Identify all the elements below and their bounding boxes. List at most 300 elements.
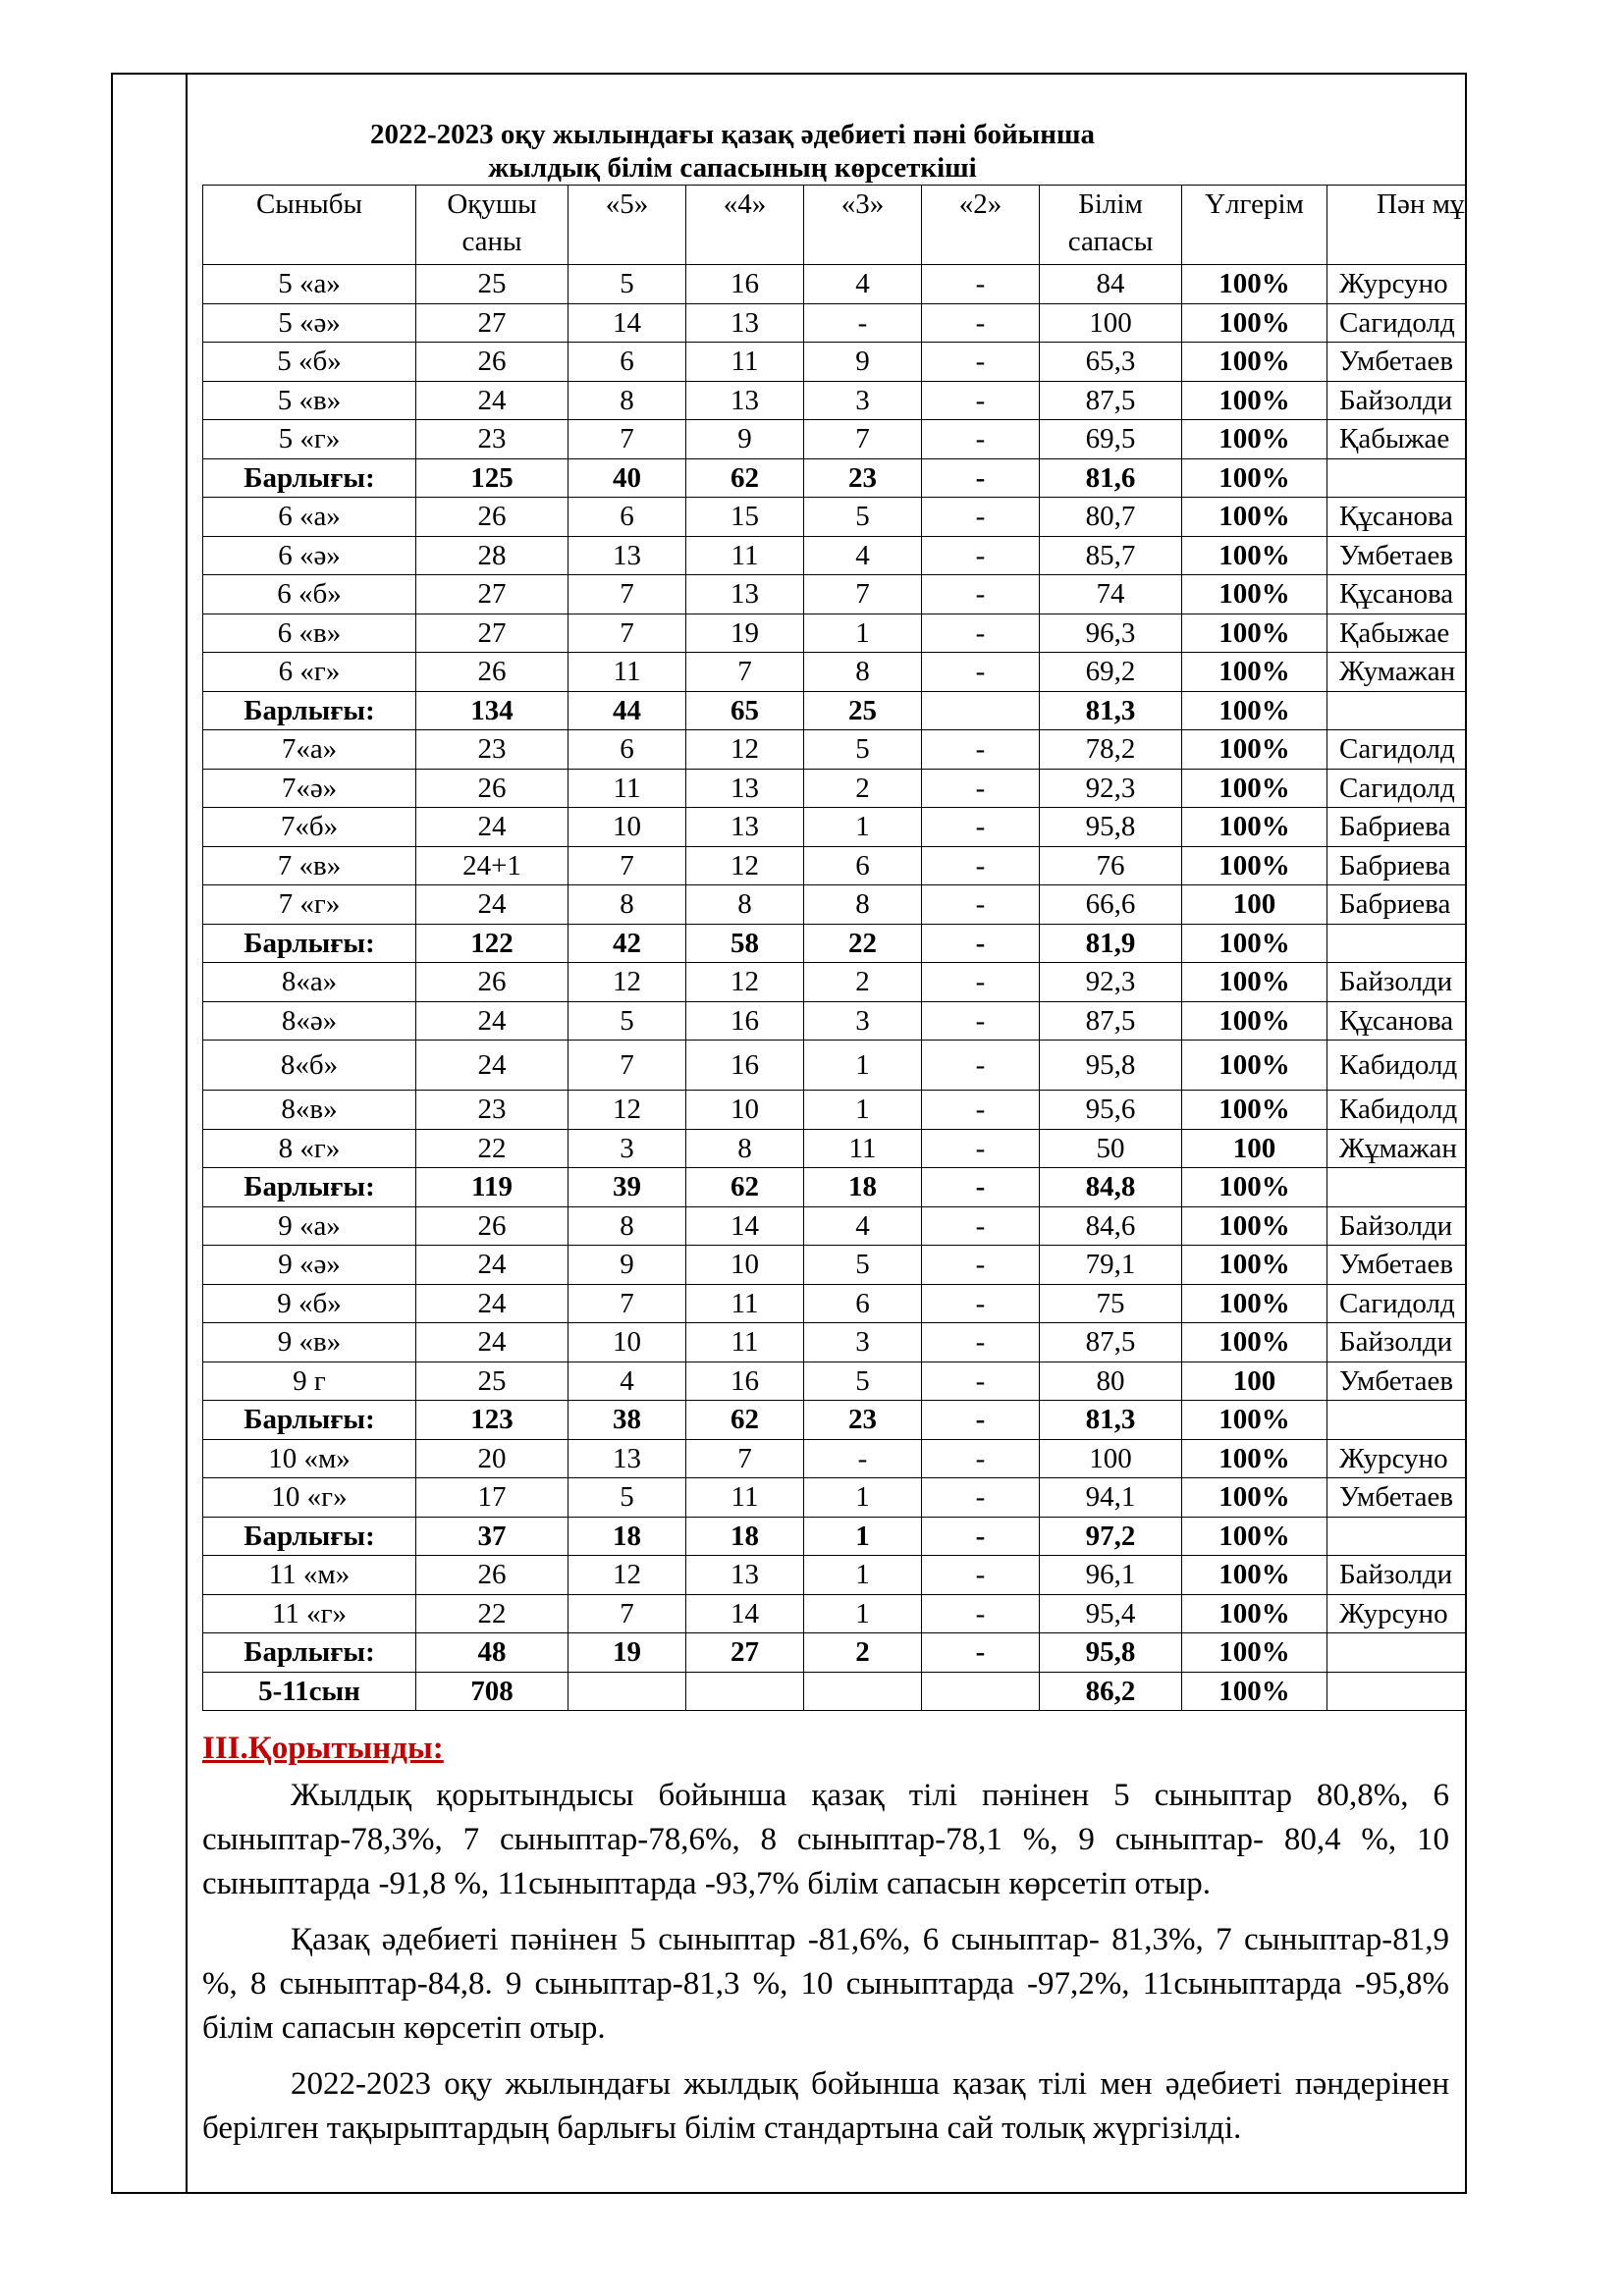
value-cell: 26 — [416, 343, 568, 382]
value-cell: 22 — [416, 1129, 568, 1168]
class-cell: 7«а» — [203, 730, 416, 770]
class-cell: Барлығы: — [203, 1633, 416, 1673]
value-cell: - — [804, 303, 922, 343]
value-cell: - — [804, 1439, 922, 1478]
value-cell: 100% — [1182, 575, 1327, 614]
value-cell: 18 — [686, 1517, 804, 1556]
header-cell: Сыныбы — [203, 186, 416, 265]
value-cell: 7 — [568, 420, 686, 459]
value-cell: - — [922, 730, 1040, 770]
value-cell: 6 — [568, 498, 686, 537]
teacher-cell: Сагидолд — [1327, 769, 1466, 808]
header-cell: Оқушы саны — [416, 186, 568, 265]
class-cell: 6 «ә» — [203, 536, 416, 575]
value-cell: 42 — [568, 924, 686, 963]
value-cell: 1 — [804, 614, 922, 653]
value-cell: 79,1 — [1040, 1246, 1182, 1285]
value-cell: 87,5 — [1040, 1323, 1182, 1362]
frame-top-border — [111, 73, 1467, 75]
value-cell: 95,6 — [1040, 1091, 1182, 1130]
value-cell: 80 — [1040, 1362, 1182, 1401]
value-cell: 9 — [686, 420, 804, 459]
value-cell: 10 — [568, 808, 686, 847]
title-line-2: жылдық білім сапасының көрсеткіші — [488, 152, 977, 184]
value-cell: 11 — [686, 1284, 804, 1323]
value-cell: - — [922, 1041, 1040, 1091]
class-cell: 9 «а» — [203, 1206, 416, 1246]
value-cell: 8 — [804, 885, 922, 925]
value-cell: 84,6 — [1040, 1206, 1182, 1246]
value-cell: - — [922, 265, 1040, 304]
value-cell: 7 — [804, 420, 922, 459]
value-cell: 24 — [416, 1284, 568, 1323]
quality-table-wrapper — [202, 185, 1465, 1711]
class-cell: 8«б» — [203, 1041, 416, 1091]
class-cell: 6 «а» — [203, 498, 416, 537]
value-cell: 23 — [416, 420, 568, 459]
value-cell: 100% — [1182, 1594, 1327, 1633]
value-cell: 100% — [1182, 691, 1327, 730]
teacher-cell — [1327, 1633, 1466, 1673]
value-cell: - — [922, 1246, 1040, 1285]
table-total-row — [203, 691, 1466, 730]
value-cell: 28 — [416, 536, 568, 575]
value-cell: 4 — [568, 1362, 686, 1401]
value-cell: 81,9 — [1040, 924, 1182, 963]
value-cell: 92,3 — [1040, 769, 1182, 808]
value-cell: 5 — [804, 1362, 922, 1401]
class-cell: 6 «в» — [203, 614, 416, 653]
value-cell: 13 — [686, 1556, 804, 1595]
table-row — [203, 575, 1466, 614]
value-cell: 81,3 — [1040, 1401, 1182, 1440]
value-cell: 23 — [804, 1401, 922, 1440]
value-cell: - — [922, 498, 1040, 537]
value-cell: 25 — [804, 691, 922, 730]
teacher-cell: Умбетаев — [1327, 343, 1466, 382]
value-cell: 62 — [686, 1401, 804, 1440]
value-cell: 13 — [686, 381, 804, 420]
value-cell: 69,5 — [1040, 420, 1182, 459]
teacher-cell: Байзолди — [1327, 963, 1466, 1002]
value-cell: 100% — [1182, 653, 1327, 692]
left-margin-column — [111, 73, 188, 2193]
teacher-cell: Қабыжае — [1327, 614, 1466, 653]
value-cell: 4 — [804, 265, 922, 304]
teacher-cell: Сагидолд — [1327, 303, 1466, 343]
value-cell: 3 — [804, 1323, 922, 1362]
value-cell: 8 — [686, 885, 804, 925]
teacher-cell: Умбетаев — [1327, 1362, 1466, 1401]
value-cell: 16 — [686, 1001, 804, 1041]
value-cell: 2 — [804, 963, 922, 1002]
value-cell: 708 — [416, 1672, 568, 1711]
value-cell: 100% — [1182, 1556, 1327, 1595]
value-cell: 7 — [568, 614, 686, 653]
value-cell — [922, 1672, 1040, 1711]
class-cell: 9 «б» — [203, 1284, 416, 1323]
value-cell: 48 — [416, 1633, 568, 1673]
teacher-cell: Умбетаев — [1327, 536, 1466, 575]
table-row — [203, 963, 1466, 1002]
teacher-cell — [1327, 1168, 1466, 1207]
table-row — [203, 614, 1466, 653]
value-cell: 15 — [686, 498, 804, 537]
value-cell: - — [922, 653, 1040, 692]
value-cell: 5 — [804, 730, 922, 770]
table-row — [203, 1246, 1466, 1285]
value-cell: - — [922, 381, 1040, 420]
value-cell: 24 — [416, 1001, 568, 1041]
teacher-cell: Байзолди — [1327, 1556, 1466, 1595]
value-cell: 100% — [1182, 1284, 1327, 1323]
table-total-row — [203, 1517, 1466, 1556]
table-header-row — [203, 186, 1466, 265]
table-total-row — [203, 1401, 1466, 1440]
value-cell: - — [922, 1633, 1040, 1673]
value-cell: 26 — [416, 653, 568, 692]
teacher-cell — [1327, 1517, 1466, 1556]
value-cell: 27 — [416, 575, 568, 614]
value-cell: 85,7 — [1040, 536, 1182, 575]
value-cell: 11 — [804, 1129, 922, 1168]
value-cell: 13 — [686, 575, 804, 614]
value-cell: 7 — [568, 846, 686, 885]
value-cell: 86,2 — [1040, 1672, 1182, 1711]
title-line-1: 2022-2023 оқу жылындағы қазақ әдебиеті пәні бойынша — [369, 119, 1095, 150]
teacher-cell: Құсанова — [1327, 575, 1466, 614]
value-cell: 1 — [804, 808, 922, 847]
value-cell: 12 — [686, 730, 804, 770]
value-cell: 100% — [1182, 769, 1327, 808]
value-cell: 84,8 — [1040, 1168, 1182, 1207]
value-cell: 100% — [1182, 1439, 1327, 1478]
value-cell: 3 — [804, 381, 922, 420]
value-cell: 100% — [1182, 1091, 1327, 1130]
value-cell: 16 — [686, 265, 804, 304]
value-cell: 100 — [1182, 885, 1327, 925]
value-cell: 19 — [568, 1633, 686, 1673]
value-cell: 7 — [568, 575, 686, 614]
conclusion-heading: ІІІ.Қорытынды: — [202, 1731, 444, 1766]
value-cell: 8 — [568, 885, 686, 925]
header-cell: «2» — [922, 186, 1040, 265]
table-row — [203, 1284, 1466, 1323]
value-cell: 123 — [416, 1401, 568, 1440]
value-cell: - — [922, 420, 1040, 459]
table-row — [203, 885, 1466, 925]
value-cell: 50 — [1040, 1129, 1182, 1168]
class-cell: 10 «м» — [203, 1439, 416, 1478]
value-cell: 58 — [686, 924, 804, 963]
value-cell: 24 — [416, 1323, 568, 1362]
teacher-cell: Журсуно — [1327, 1439, 1466, 1478]
value-cell: 37 — [416, 1517, 568, 1556]
value-cell: 16 — [686, 1041, 804, 1091]
value-cell: 78,2 — [1040, 730, 1182, 770]
value-cell: 13 — [686, 769, 804, 808]
value-cell: 11 — [686, 343, 804, 382]
class-cell: 5 «ә» — [203, 303, 416, 343]
value-cell: - — [922, 1556, 1040, 1595]
value-cell: 100% — [1182, 1478, 1327, 1518]
class-cell: 6 «б» — [203, 575, 416, 614]
class-cell: 5 «а» — [203, 265, 416, 304]
table-total-row — [203, 458, 1466, 498]
value-cell: 134 — [416, 691, 568, 730]
value-cell: 125 — [416, 458, 568, 498]
value-cell: 7 — [568, 1284, 686, 1323]
value-cell: 9 — [568, 1246, 686, 1285]
table-row — [203, 653, 1466, 692]
value-cell: 100% — [1182, 1246, 1327, 1285]
value-cell: 40 — [568, 458, 686, 498]
value-cell: 27 — [686, 1633, 804, 1673]
teacher-cell: Байзолди — [1327, 1323, 1466, 1362]
value-cell: 24 — [416, 885, 568, 925]
table-row — [203, 381, 1466, 420]
table-row — [203, 1362, 1466, 1401]
value-cell: - — [922, 1091, 1040, 1130]
value-cell: 11 — [568, 769, 686, 808]
class-cell: Барлығы: — [203, 458, 416, 498]
value-cell: 7 — [568, 1041, 686, 1091]
value-cell: 5 — [804, 498, 922, 537]
table-row — [203, 303, 1466, 343]
value-cell: 100% — [1182, 1001, 1327, 1041]
value-cell: 27 — [416, 614, 568, 653]
value-cell: 16 — [686, 1362, 804, 1401]
value-cell: 96,3 — [1040, 614, 1182, 653]
class-cell: 6 «г» — [203, 653, 416, 692]
value-cell: - — [922, 303, 1040, 343]
class-cell: 10 «г» — [203, 1478, 416, 1518]
value-cell: - — [922, 885, 1040, 925]
value-cell: - — [922, 575, 1040, 614]
class-cell: 8«в» — [203, 1091, 416, 1130]
value-cell: - — [922, 1594, 1040, 1633]
value-cell: 19 — [686, 614, 804, 653]
table-row — [203, 1091, 1466, 1130]
value-cell: 65 — [686, 691, 804, 730]
value-cell: 22 — [804, 924, 922, 963]
value-cell: 44 — [568, 691, 686, 730]
value-cell: 14 — [568, 303, 686, 343]
class-cell: 7«ә» — [203, 769, 416, 808]
value-cell: 81,3 — [1040, 691, 1182, 730]
value-cell: 10 — [686, 1246, 804, 1285]
header-cell: Үлгерім — [1182, 186, 1327, 265]
value-cell: 100% — [1182, 808, 1327, 847]
teacher-cell: Жұмажан — [1327, 1129, 1466, 1168]
value-cell: 80,7 — [1040, 498, 1182, 537]
header-cell: Пән мұ — [1327, 186, 1466, 265]
value-cell: 76 — [1040, 846, 1182, 885]
value-cell: 122 — [416, 924, 568, 963]
conclusion-paragraph: 2022-2023 оқу жылындағы жылдық бойынша қазақ тілі мен әдебиеті пәндерінен берілген тақырыптардың барлығы білім стандартына сай толық жүргізілді. — [202, 2066, 1449, 2146]
table-total-row — [203, 1633, 1466, 1673]
value-cell: - — [922, 924, 1040, 963]
value-cell: 13 — [568, 1439, 686, 1478]
class-cell: 5-11сын — [203, 1672, 416, 1711]
value-cell: 100 — [1040, 303, 1182, 343]
teacher-cell — [1327, 691, 1466, 730]
value-cell: 26 — [416, 1556, 568, 1595]
value-cell: 95,8 — [1040, 808, 1182, 847]
value-cell: - — [922, 808, 1040, 847]
value-cell: 100% — [1182, 846, 1327, 885]
value-cell: 39 — [568, 1168, 686, 1207]
class-cell: 8«ә» — [203, 1001, 416, 1041]
value-cell: - — [922, 1517, 1040, 1556]
header-cell: «5» — [568, 186, 686, 265]
table-row — [203, 1594, 1466, 1633]
value-cell: - — [922, 846, 1040, 885]
value-cell: 17 — [416, 1478, 568, 1518]
teacher-cell: Бабриева — [1327, 846, 1466, 885]
value-cell: 100% — [1182, 1206, 1327, 1246]
value-cell: 22 — [416, 1594, 568, 1633]
value-cell: 20 — [416, 1439, 568, 1478]
teacher-cell: Кабидолд — [1327, 1041, 1466, 1091]
value-cell: 100 — [1040, 1439, 1182, 1478]
value-cell: 100 — [1182, 1129, 1327, 1168]
value-cell: 11 — [686, 536, 804, 575]
value-cell: 18 — [804, 1168, 922, 1207]
value-cell: 100% — [1182, 303, 1327, 343]
teacher-cell: Бабриева — [1327, 808, 1466, 847]
value-cell: 95,8 — [1040, 1633, 1182, 1673]
table-row — [203, 769, 1466, 808]
value-cell: 6 — [568, 343, 686, 382]
value-cell: 100% — [1182, 1517, 1327, 1556]
class-cell: Барлығы: — [203, 1401, 416, 1440]
table-row — [203, 343, 1466, 382]
value-cell: 8 — [568, 1206, 686, 1246]
value-cell: 23 — [416, 1091, 568, 1130]
value-cell: 69,2 — [1040, 653, 1182, 692]
value-cell: 11 — [686, 1323, 804, 1362]
value-cell: - — [922, 1129, 1040, 1168]
value-cell: 119 — [416, 1168, 568, 1207]
teacher-cell — [1327, 1401, 1466, 1440]
value-cell: 24 — [416, 808, 568, 847]
value-cell: 4 — [804, 1206, 922, 1246]
value-cell: 13 — [686, 303, 804, 343]
document-content — [202, 118, 1465, 2163]
value-cell: 13 — [686, 808, 804, 847]
value-cell: 7 — [686, 1439, 804, 1478]
value-cell: 26 — [416, 963, 568, 1002]
value-cell: - — [922, 769, 1040, 808]
value-cell: 10 — [568, 1323, 686, 1362]
value-cell — [568, 1672, 686, 1711]
class-cell: 11 «г» — [203, 1594, 416, 1633]
value-cell: 100% — [1182, 1041, 1327, 1091]
value-cell: - — [922, 458, 1040, 498]
value-cell: 62 — [686, 1168, 804, 1207]
value-cell: 12 — [568, 1556, 686, 1595]
value-cell: - — [922, 1362, 1040, 1401]
value-cell: 11 — [686, 1478, 804, 1518]
value-cell: - — [922, 1323, 1040, 1362]
table-row — [203, 536, 1466, 575]
value-cell: 8 — [686, 1129, 804, 1168]
value-cell: 38 — [568, 1401, 686, 1440]
value-cell: 7 — [686, 653, 804, 692]
table-row — [203, 1206, 1466, 1246]
class-cell: 9 «в» — [203, 1323, 416, 1362]
value-cell: 66,6 — [1040, 885, 1182, 925]
value-cell: 8 — [568, 381, 686, 420]
teacher-cell: Жумажан — [1327, 653, 1466, 692]
conclusion-paragraph: Қазақ әдебиеті пәнінен 5 сыныптар -81,6%, 6 сыныптар- 81,3%, 7 сыныптар-81,9 %, 8 сыныптар-84,8. 9 сыныптар-81,3 %, 10 сыныптарда -97,2%, 11сыныптарда -95,8% білім сапасын көрсетіп отыр. — [202, 1922, 1449, 2046]
value-cell: 87,5 — [1040, 1001, 1182, 1041]
value-cell: - — [922, 1206, 1040, 1246]
value-cell: 100% — [1182, 924, 1327, 963]
value-cell: - — [922, 1401, 1040, 1440]
value-cell: 100% — [1182, 498, 1327, 537]
teacher-cell: Құсанова — [1327, 1001, 1466, 1041]
value-cell: 100% — [1182, 614, 1327, 653]
teacher-cell: Сагидолд — [1327, 1284, 1466, 1323]
value-cell: 1 — [804, 1517, 922, 1556]
value-cell: 1 — [804, 1556, 922, 1595]
class-cell: 5 «г» — [203, 420, 416, 459]
class-cell: 5 «б» — [203, 343, 416, 382]
value-cell: 100% — [1182, 265, 1327, 304]
value-cell: 100% — [1182, 1672, 1327, 1711]
class-cell: Барлығы: — [203, 691, 416, 730]
class-cell: 9 «ә» — [203, 1246, 416, 1285]
value-cell: 24+1 — [416, 846, 568, 885]
frame-bottom-border — [111, 2192, 1467, 2194]
value-cell: 5 — [568, 265, 686, 304]
value-cell: 24 — [416, 381, 568, 420]
value-cell: 100% — [1182, 963, 1327, 1002]
class-cell: 9 г — [203, 1362, 416, 1401]
value-cell: 92,3 — [1040, 963, 1182, 1002]
value-cell: 25 — [416, 1362, 568, 1401]
value-cell — [922, 691, 1040, 730]
value-cell: 100% — [1182, 1168, 1327, 1207]
value-cell — [686, 1672, 804, 1711]
table-body — [203, 265, 1466, 1711]
value-cell: - — [922, 343, 1040, 382]
value-cell: 8 — [804, 653, 922, 692]
teacher-cell: Умбетаев — [1327, 1478, 1466, 1518]
table-total-row — [203, 1168, 1466, 1207]
value-cell: 100% — [1182, 343, 1327, 382]
value-cell: 2 — [804, 769, 922, 808]
teacher-cell — [1327, 458, 1466, 498]
table-row — [203, 1439, 1466, 1478]
value-cell: 7 — [804, 575, 922, 614]
value-cell: 65,3 — [1040, 343, 1182, 382]
value-cell: 100% — [1182, 420, 1327, 459]
value-cell: 100% — [1182, 1633, 1327, 1673]
value-cell: 6 — [804, 1284, 922, 1323]
value-cell: - — [922, 1284, 1040, 1323]
value-cell: 1 — [804, 1091, 922, 1130]
value-cell: 84 — [1040, 265, 1182, 304]
table-total-row — [203, 924, 1466, 963]
table-row — [203, 808, 1466, 847]
value-cell: 5 — [568, 1478, 686, 1518]
value-cell: - — [922, 963, 1040, 1002]
header-cell: «3» — [804, 186, 922, 265]
value-cell: 27 — [416, 303, 568, 343]
